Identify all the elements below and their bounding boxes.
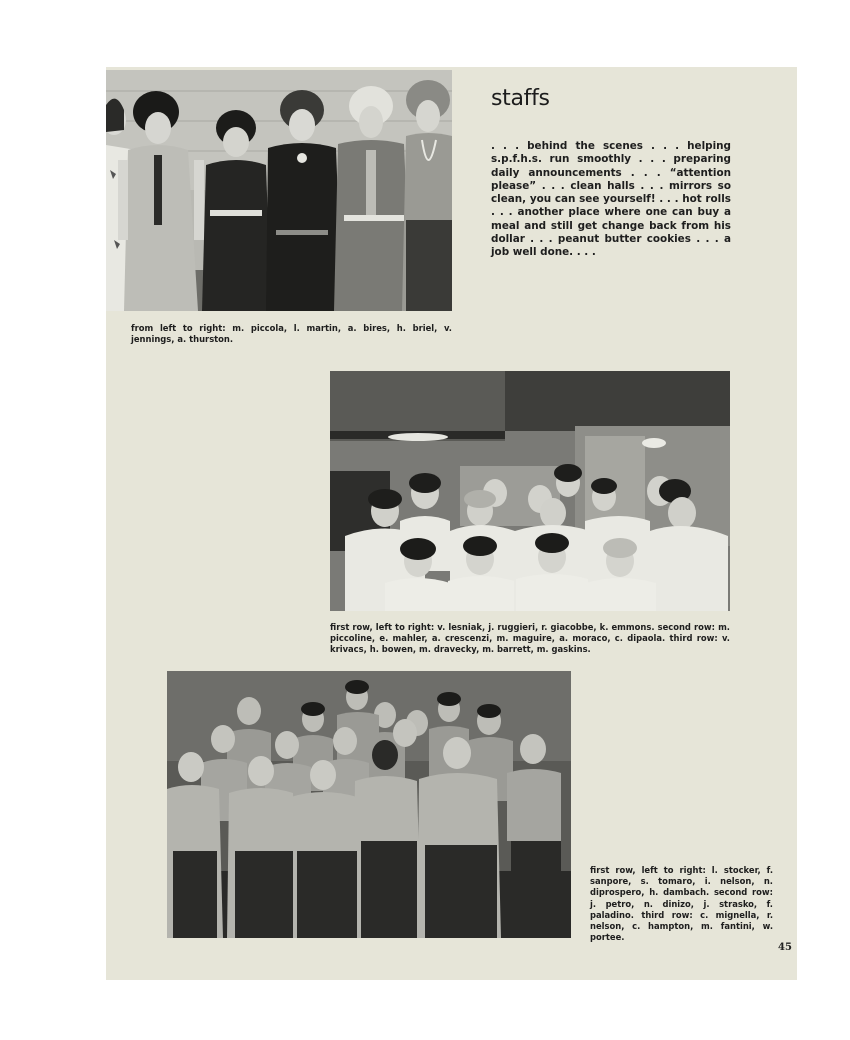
office-staff-caption: from left to right: m. piccola, l. martin, a. bires, h. briel, v. jennings, a. thurston. bbox=[131, 323, 452, 345]
office-staff-photo bbox=[106, 70, 452, 311]
cafeteria-staff-photo bbox=[330, 371, 730, 611]
intro-paragraph: . . . behind the scenes . . . helping s.p.f.h.s. run smoothly . . . preparing daily announcements . . . “attention please” . . . clean halls . . . mirrors so clean, you can see yourself! . . . hot rolls . . . another place where one can buy a meal and still get change back from his dollar . . . peanut butter cookies . . . a job well done. . . . bbox=[491, 140, 731, 259]
custodial-staff-caption: first row, left to right: l. stocker, f. sanpore, s. tomaro, i. nelson, n. diprospero, h. dambach. second row: j. petro, n. dinizo, j. strasko, f. paladino. third row: c. mignella, r. nelson, c. hampton, m. fantini, w. portee. bbox=[590, 865, 773, 943]
cafeteria-staff-caption: first row, left to right: v. lesniak, j. ruggieri, r. giacobbe, k. emmons. second row: m. piccoline, e. mahler, a. crescenzi, m. maguire, a. moraco, c. dipaola. third row: v. krivacs, h. bowen, m. dravecky, m. barrett, m. gaskins. bbox=[330, 622, 730, 655]
page-number: 45 bbox=[778, 942, 792, 953]
custodial-staff-photo bbox=[167, 671, 571, 938]
page-title: staffs bbox=[491, 86, 550, 111]
